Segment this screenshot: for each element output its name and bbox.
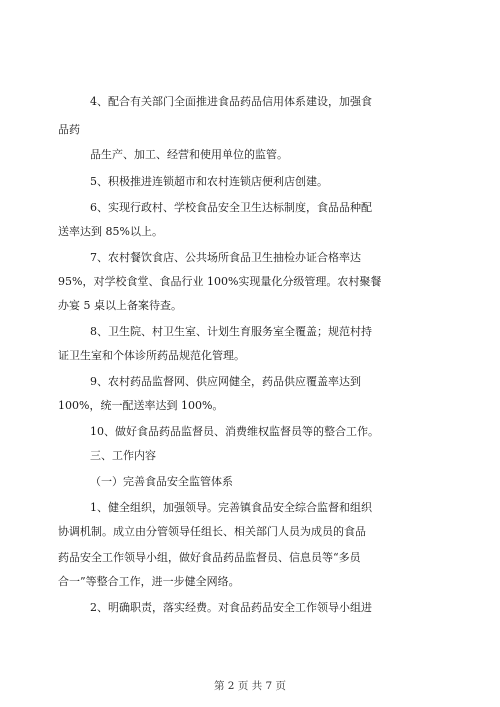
- page-footer: 第 2 页 共 7 页: [213, 680, 287, 692]
- section-heading: 三、工作内容: [90, 449, 156, 462]
- text-line: 6、实现行政村、学校食品安全卫生达标制度，食品品种配: [90, 201, 372, 214]
- text-line: 8、卫生院、村卫生室、计划生育服务室全覆盖；规范村持: [90, 325, 372, 338]
- text-line: 10、做好食品药品监督员、消费维权监督员等的整合工作。: [90, 425, 379, 438]
- text-line: 5、积极推进连锁超市和农村连锁店便利店创建。: [90, 175, 328, 188]
- text-line: 2、明确职责，落实经费。对食品药品安全工作领导小组进: [90, 601, 372, 614]
- text-line: 证卫生室和个体诊所药品规范化管理。: [58, 349, 245, 362]
- text-line: 4、配合有关部门全面推进食品药品信用体系建设，加强食: [90, 95, 372, 108]
- text-line: 协调机制。成立由分管领导任组长、相关部门人员为成员的食品: [58, 525, 366, 538]
- text-line: 100%，统一配送率达到 100%。: [58, 399, 224, 412]
- text-line: 送率达到 85%以上。: [58, 225, 163, 238]
- subsection-heading: （一）完善食品安全监管体系: [90, 475, 233, 488]
- text-line: 95%，对学校食堂、食品行业 100%实现量化分级管理。农村聚餐: [58, 275, 382, 288]
- text-line: 药品安全工作领导小组，做好食品药品监督员、信息员等“多员: [58, 551, 361, 564]
- text-line: 品药: [58, 123, 80, 136]
- text-line: 办宴 5 桌以上备案待查。: [58, 299, 182, 312]
- text-line: 9、农村药品监督网、供应网健全，药品供应覆盖率达到: [90, 375, 361, 388]
- text-line: 合一”等整合工作，进一步健全网络。: [58, 575, 240, 588]
- text-line: 1、健全组织，加强领导。完善镇食品安全综合监督和组织: [90, 501, 372, 514]
- text-line: 7、农村餐饮食店、公共场所食品卫生抽检办证合格率达: [90, 251, 361, 264]
- text-line: 品生产、加工、经营和使用单位的监管。: [90, 148, 288, 161]
